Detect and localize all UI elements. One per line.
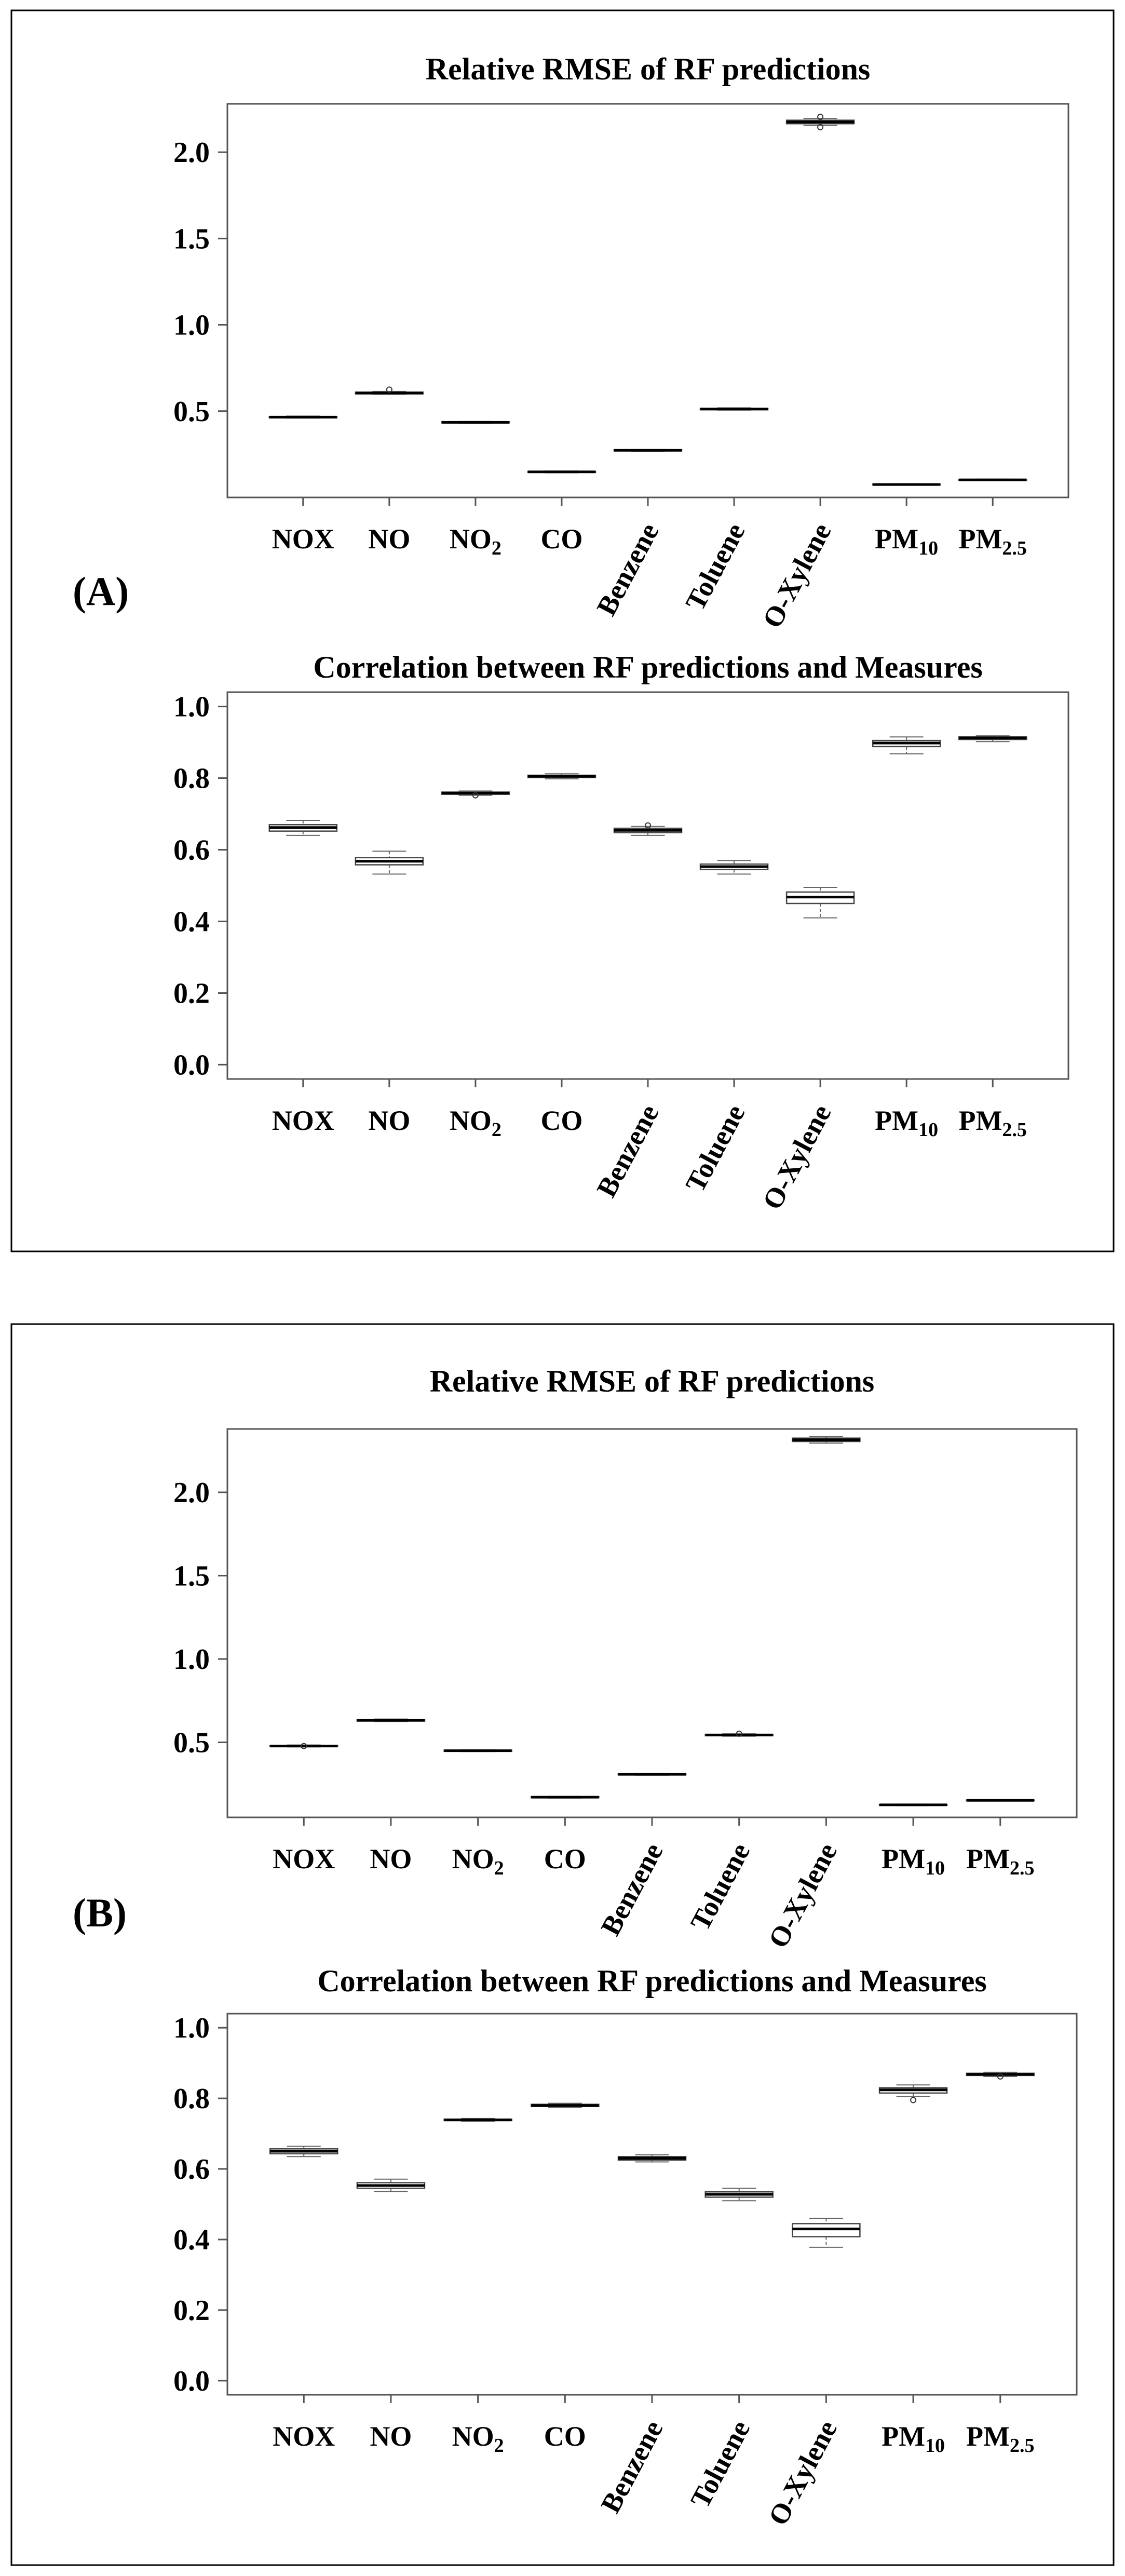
box-6: [787, 887, 854, 918]
box-8: [959, 736, 1026, 741]
x-tick-label: CO: [540, 523, 583, 555]
box-7: [873, 484, 940, 485]
x-tick-label: $PM_{2.5}$: [966, 1843, 1035, 1879]
box-0: [269, 820, 337, 835]
x-tick-label: $PM_{2.5}$: [958, 1105, 1027, 1141]
box-2: [442, 422, 509, 423]
panel-a-label: (A): [73, 569, 129, 614]
y-tick-label: 0.5: [173, 395, 210, 428]
y-tick-label: 0.0: [173, 2365, 210, 2397]
y-tick-label: 0.8: [173, 2083, 210, 2115]
plot-frame: [227, 2014, 1077, 2395]
y-tick-label: 0.4: [173, 2223, 210, 2256]
y-tick-label: 2.0: [173, 1476, 210, 1509]
box-8: [959, 479, 1026, 481]
plot-frame: [227, 104, 1068, 497]
box-3: [531, 1797, 599, 1798]
x-tick-label: Benzene: [590, 1099, 665, 1203]
y-tick-label: 0.2: [173, 2294, 210, 2327]
chart-title: Relative RMSE of RF predictions: [425, 52, 871, 86]
box-5: [700, 408, 768, 410]
y-tick-label: 1.5: [173, 223, 210, 255]
x-tick-label: O-Xylene: [756, 1099, 837, 1215]
box-4: [614, 450, 682, 451]
x-tick-label: $PM_{2.5}$: [958, 523, 1027, 559]
box-1: [356, 387, 423, 394]
plot-frame: [227, 1429, 1077, 1817]
chart-title: Correlation between RF predictions and Measures: [317, 1964, 987, 1998]
box-2: [442, 791, 509, 798]
box-4: [618, 1774, 686, 1775]
box-0: [269, 416, 337, 418]
x-tick-label: NOX: [272, 523, 334, 555]
x-tick-label: $PM_{10}$: [875, 1105, 939, 1141]
chart-title: Relative RMSE of RF predictions: [429, 1364, 875, 1398]
box-3: [528, 774, 595, 779]
x-tick-label: O-Xylene: [756, 518, 837, 633]
box-6: [792, 2218, 860, 2247]
box-4: [614, 823, 682, 835]
x-tick-label: NO: [370, 1843, 412, 1874]
x-tick-label: NOX: [273, 1843, 335, 1874]
x-tick-label: Toluene: [679, 518, 751, 616]
x-tick-label: CO: [544, 2421, 586, 2452]
y-tick-label: 1.0: [173, 691, 210, 723]
x-tick-label: $NO_2$: [449, 523, 501, 559]
x-tick-label: Toluene: [684, 1838, 756, 1936]
chart-a-1: [173, 52, 1068, 633]
y-tick-label: 0.2: [173, 977, 210, 1010]
x-tick-label: NO: [368, 1105, 411, 1136]
y-tick-label: 0.5: [173, 1727, 210, 1759]
x-tick-label: Benzene: [590, 518, 665, 621]
x-tick-label: NO: [368, 523, 411, 555]
y-tick-label: 0.6: [173, 834, 210, 867]
x-tick-label: $PM_{2.5}$: [966, 2421, 1035, 2457]
box-8: [967, 2072, 1034, 2079]
outlier-point: [911, 2098, 916, 2103]
box-4: [618, 2155, 686, 2162]
y-tick-label: 0.4: [173, 906, 210, 938]
box-8: [967, 1800, 1034, 1801]
x-tick-label: Benzene: [594, 2415, 669, 2518]
x-tick-label: Benzene: [594, 1838, 669, 1941]
box-3: [531, 2103, 599, 2108]
y-tick-label: 1.0: [173, 1643, 210, 1676]
y-tick-label: 0.8: [173, 762, 210, 795]
x-tick-label: $NO_2$: [452, 2421, 504, 2457]
panel-b-label: (B): [73, 1890, 127, 1935]
box-3: [528, 471, 595, 473]
box-1: [357, 1719, 425, 1722]
plot-frame: [227, 692, 1068, 1079]
box-2: [444, 2119, 512, 2121]
x-tick-label: $PM_{10}$: [882, 2421, 945, 2457]
x-tick-label: NO: [370, 2421, 412, 2452]
x-tick-label: $NO_2$: [449, 1105, 501, 1141]
x-tick-label: NOX: [273, 2421, 335, 2452]
box-5: [706, 2188, 773, 2201]
x-tick-label: $PM_{10}$: [882, 1843, 945, 1879]
y-tick-label: 1.5: [173, 1560, 210, 1593]
chart-b-1: [173, 1364, 1077, 1953]
y-tick-label: 1.0: [173, 309, 210, 342]
box-2: [444, 1750, 512, 1751]
chart-a-2: [173, 650, 1068, 1215]
box-6: [787, 114, 854, 130]
y-tick-label: 0.6: [173, 2153, 210, 2186]
box-7: [879, 1804, 947, 1806]
y-tick-label: 2.0: [173, 137, 210, 169]
box-7: [879, 2085, 947, 2102]
x-tick-label: Toluene: [679, 1099, 751, 1197]
y-tick-label: 1.0: [173, 2012, 210, 2045]
x-tick-label: $NO_2$: [452, 1843, 504, 1879]
plots-layer: [173, 52, 1077, 2530]
box-6: [792, 1436, 860, 1443]
x-tick-label: O-Xylene: [762, 1838, 843, 1953]
x-tick-label: CO: [540, 1105, 583, 1136]
chart-b-2: [173, 1964, 1077, 2530]
box-0: [270, 1744, 337, 1749]
box-5: [706, 1731, 773, 1736]
box-7: [873, 737, 940, 753]
box-5: [700, 860, 768, 874]
x-tick-label: $PM_{10}$: [875, 523, 939, 559]
box-1: [357, 2179, 425, 2192]
x-tick-label: NOX: [272, 1105, 334, 1136]
x-tick-label: CO: [544, 1843, 586, 1874]
x-tick-label: O-Xylene: [762, 2415, 843, 2530]
box-0: [270, 2147, 337, 2157]
box-1: [356, 851, 423, 874]
y-tick-label: 0.0: [173, 1049, 210, 1082]
x-tick-label: Toluene: [684, 2415, 756, 2513]
chart-title: Correlation between RF predictions and Measures: [313, 650, 983, 684]
